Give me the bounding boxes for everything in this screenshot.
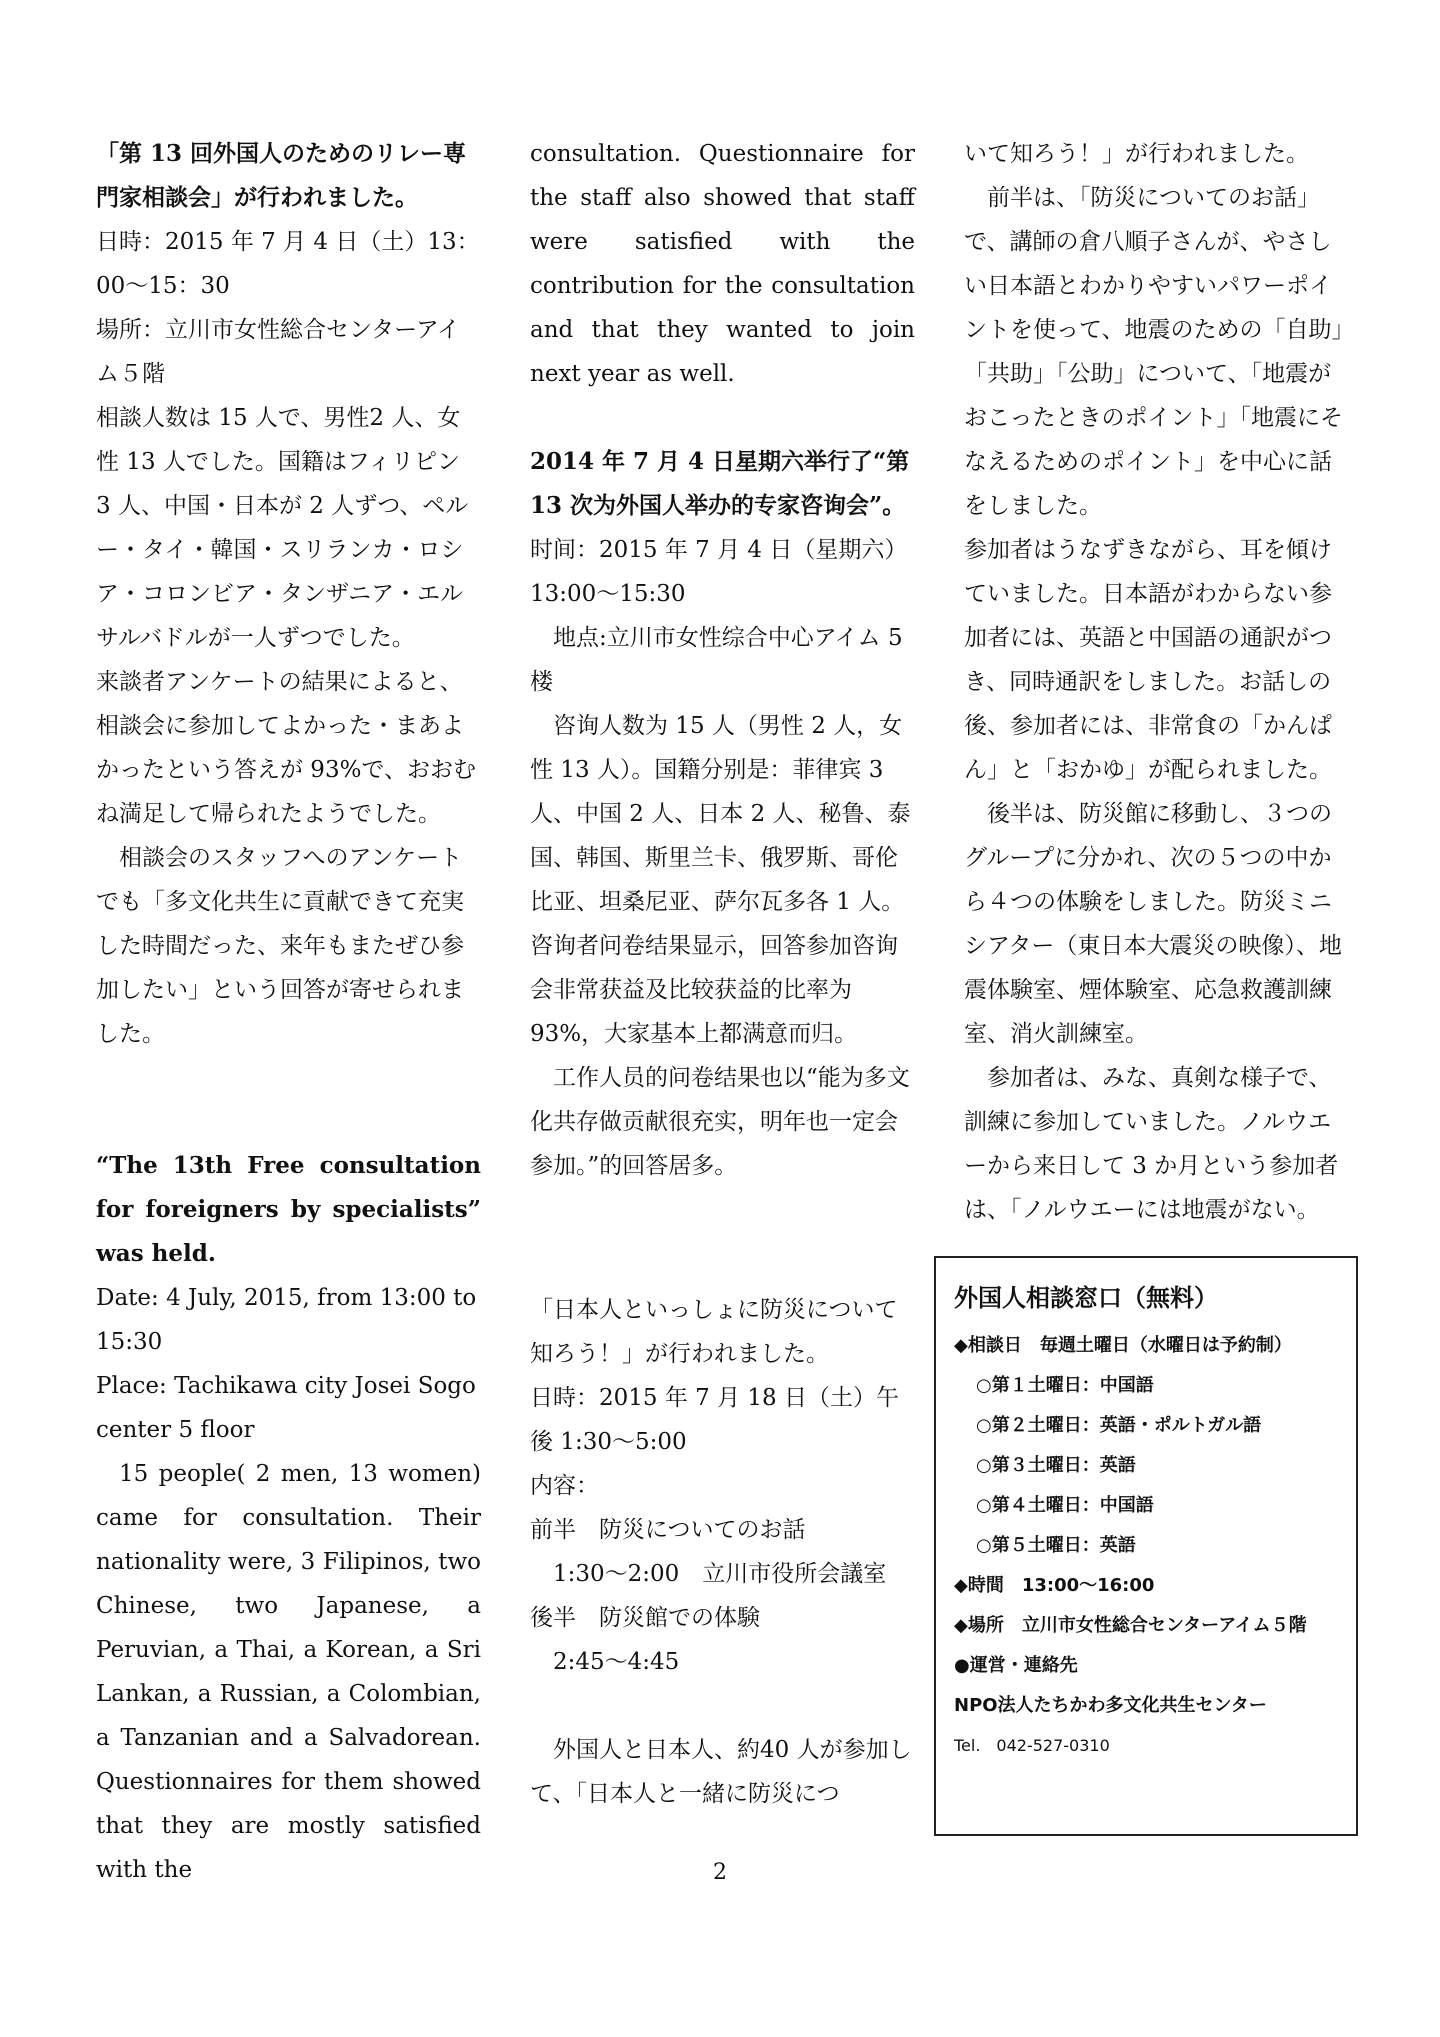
ja2-article-paragraph: 前半は、「防災についてのお話」で、講師の倉八順子さんが、やさしい日本語とわかりやすいパワーポイントを使って、地震のための「自助」「共助」「公助」について、「地震がおこったときのポイント」「地震にそなえるためのポイント」を中心に話をしました。 bbox=[964, 185, 1344, 519]
week-schedule-item: ○第３土曜日：英語 bbox=[976, 1455, 1136, 1476]
ja2-content-label: 内容： bbox=[530, 1473, 599, 1499]
ja-article-paragraph: 相談人数は 15 人で、男性2 人、女性 13 人でした。国籍はフィリピン 3 人、中国・日本が 2 人ずつ、ペルー・タイ・韓国・スリランカ・ロシア・コロンビア・タンザニア・エルサルバドルが一人ずつでした。 bbox=[96, 405, 469, 651]
en-article-place: Place: Tachikawa city Josei Sogo center 5 floor bbox=[96, 1373, 476, 1443]
ja2-first-half-time: 1:30～2:00 立川市役所会議室 bbox=[553, 1561, 887, 1587]
ja2-article-paragraph-cont: いて知ろう！」が行われました。 bbox=[964, 141, 1309, 167]
telephone-number: Tel. 042-527-0310 bbox=[954, 1736, 1110, 1755]
en-article-paragraph: 15 people( 2 men, 13 women) came for consultation. Their nationality were, 3 Filipinos, two Chinese, two Japanese, a Peruvian, a Thai, a Korean, a Sri Lankan, a Russian, a Colombian, a Tanzanian and a Salvadorean. Questionnaires for them showed that they are mostly satisfied with the bbox=[96, 1461, 481, 1883]
ja-article-paragraph: 来談者アンケートの結果によると、相談会に参加してよかった・まあよかったという答えが 93%で、おおむね満足して帰られたようでした。 bbox=[96, 669, 476, 827]
consultation-time: ◆時間 13:00～16:00 bbox=[954, 1575, 1155, 1596]
week-schedule-item: ○第５土曜日：英語 bbox=[976, 1535, 1136, 1556]
ja2-article-paragraph: 外国人と日本人、約40 人が参加して、「日本人と一緒に防災につ bbox=[530, 1737, 912, 1807]
zh-article-paragraph: 工作人员的问卷结果也以“能为多文化共存做贡献很充实，明年也一定会参加。”的回答居多。 bbox=[530, 1065, 910, 1179]
column-3 bbox=[964, 132, 1349, 1232]
zh-article-place: 地点:立川市女性综合中心アイム 5 楼 bbox=[530, 625, 903, 695]
column-1 bbox=[96, 132, 481, 1892]
ja2-article-datetime: 日時：2015 年 7 月 18 日（土）午後 1:30～5:00 bbox=[530, 1385, 899, 1455]
info-box-title: 外国人相談窓口（無料） bbox=[954, 1284, 1218, 1312]
ja-article-datetime: 日時：2015 年 7 月 4 日（土）13：00～15：30 bbox=[96, 229, 480, 299]
en-article-paragraph-cont: consultation. Questionnaire for the staff also showed that staff were satisfied with the contribution for the consultation and that they wanted to join next year as well. bbox=[530, 141, 915, 387]
zh-article-title: 2014 年 7 月 4 日星期六举行了“第 13 次为外国人举办的专家咨询会”。 bbox=[530, 448, 910, 519]
page-number: 2 bbox=[713, 1860, 727, 1885]
en-article-date: Date: 4 July, 2015, from 13:00 to 15:30 bbox=[96, 1285, 477, 1355]
ja-article-paragraph: 相談会のスタッフへのアンケートでも「多文化共生に貢献できて充実した時間だった、来年もまたぜひ参加したい」という回答が寄せられました。 bbox=[96, 845, 464, 1047]
column-2 bbox=[530, 132, 915, 1816]
week-schedule-item: ○第１土曜日：中国語 bbox=[976, 1375, 1154, 1396]
ja2-article-paragraph: 参加者は、みな、真剣な様子で、訓練に参加していました。ノルウエーから来日して 3 か月という参加者は、「ノルウエーには地震がない。 bbox=[964, 1065, 1339, 1223]
week-schedule-item: ○第２土曜日：英語・ポルトガル語 bbox=[976, 1415, 1262, 1436]
consultation-place: ◆場所 立川市女性総合センターアイム５階 bbox=[954, 1615, 1307, 1636]
ja-article-title: 「第 13 回外国人のためのリレー専門家相談会」が行われました。 bbox=[96, 140, 467, 211]
organization-name: NPO法人たちかわ多文化共生センター bbox=[954, 1695, 1267, 1716]
consultation-info-box bbox=[934, 1256, 1358, 1836]
ja2-first-half: 前半 防災についてのお話 bbox=[530, 1517, 806, 1543]
ja2-article-paragraph: 後半は、防災館に移動し、３つのグループに分かれ、次の５つの中から４つの体験をしました。防災ミニシアター（東日本大震災の映像）、地震体験室、煙体験室、応急救護訓練室、消火訓練室。 bbox=[964, 801, 1342, 1047]
ja2-article-title: 「日本人といっしょに防災について知ろう！」が行われました。 bbox=[530, 1297, 898, 1367]
zh-article-time: 时间：2015 年 7 月 4 日（星期六）13:00～15:30 bbox=[530, 537, 908, 607]
ja2-article-paragraph: 参加者はうなずきながら、耳を傾けていました。日本語がわからない参加者には、英語と中国語の通訳がつき、同時通訳をしました。お話しの後、参加者には、非常食の「かんぱん」と「おかゆ」が配られました。 bbox=[964, 537, 1332, 783]
consultation-day: ◆相談日 毎週土曜日（水曜日は予約制） bbox=[954, 1335, 1292, 1356]
ja2-second-half-time: 2:45～4:45 bbox=[553, 1649, 680, 1675]
en-article-title: “The 13th Free consultation for foreigners by specialists” was held. bbox=[96, 1152, 481, 1267]
ja-article-place: 場所：立川市女性総合センターアイム５階 bbox=[96, 317, 460, 387]
contact-label: ●運営・連絡先 bbox=[954, 1655, 1078, 1676]
ja2-second-half: 後半 防災館での体験 bbox=[530, 1605, 760, 1631]
week-schedule-item: ○第４土曜日：中国語 bbox=[976, 1495, 1154, 1516]
zh-article-paragraph: 咨询人数为 15 人（男性 2 人，女性 13 人）。国籍分别是：菲律宾 3 人、中国 2 人、日本 2 人、秘鲁、泰国、韩国、斯里兰卡、俄罗斯、哥伦比亚、坦桑尼亚、萨尔瓦多各 1 人。咨询者问卷结果显示，回答参加咨询会非常获益及比较获益的比率为 93%，大家基本上都满意而归。 bbox=[530, 713, 911, 1047]
